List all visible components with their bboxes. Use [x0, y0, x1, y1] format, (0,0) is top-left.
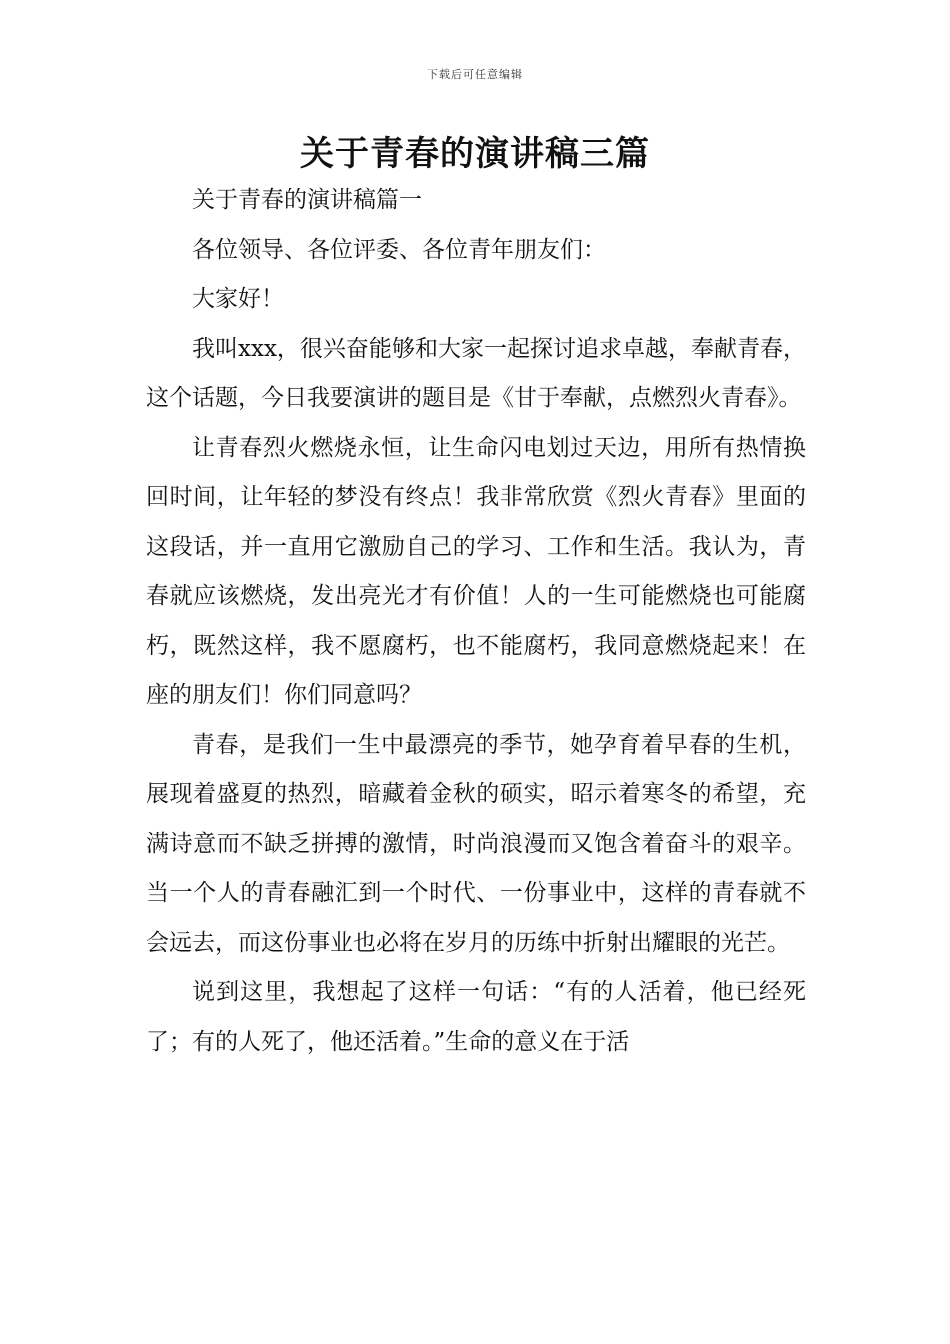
header-note: 下载后可任意编辑: [427, 68, 523, 81]
body-paragraph: 让青春烈火燃烧永恒，让生命闪电划过天边，用所有热情换回时间，让年轻的梦没有终点！我非常欣赏《烈火青春》里面的这段话，并一直用它激励自己的学习、工作和生活。我认为，青春就应该燃烧，发出亮光才有价值！人的一生可能燃烧也可能腐朽，既然这样，我不愿腐朽，也不能腐朽，我同意燃烧起来！在座的朋友们！你们同意吗？: [146, 434, 806, 708]
body-paragraph: 说到这里，我想起了这样一句话：“有的人活着，他已经死了；有的人死了，他还活着。”生命的意义在于活: [146, 979, 806, 1055]
greeting: 大家好！: [192, 286, 284, 312]
document-title: 关于青春的演讲稿三篇: [300, 134, 650, 174]
document-body: [146, 176, 806, 1067]
section-heading: 关于青春的演讲稿篇一: [192, 187, 422, 213]
body-paragraph: 我叫xxx，很兴奋能够和大家一起探讨追求卓越，奉献青春，这个话题，今日我要演讲的题目是《甘于奉献，点燃烈火青春》。: [146, 335, 806, 411]
salutation: 各位领导、各位评委、各位青年朋友们：: [192, 236, 606, 263]
body-paragraph: 青春，是我们一生中最漂亮的季节，她孕育着早春的生机，展现着盛夏的热烈，暗藏着金秋的硕实，昭示着寒冬的希望，充满诗意而不缺乏拼搏的激情，时尚浪漫而又饱含着奋斗的艰辛。当一个人的青春融汇到一个时代、一份事业中，这样的青春就不会远去，而这份事业也必将在岁月的历练中折射出耀眼的光芒。: [146, 731, 806, 956]
